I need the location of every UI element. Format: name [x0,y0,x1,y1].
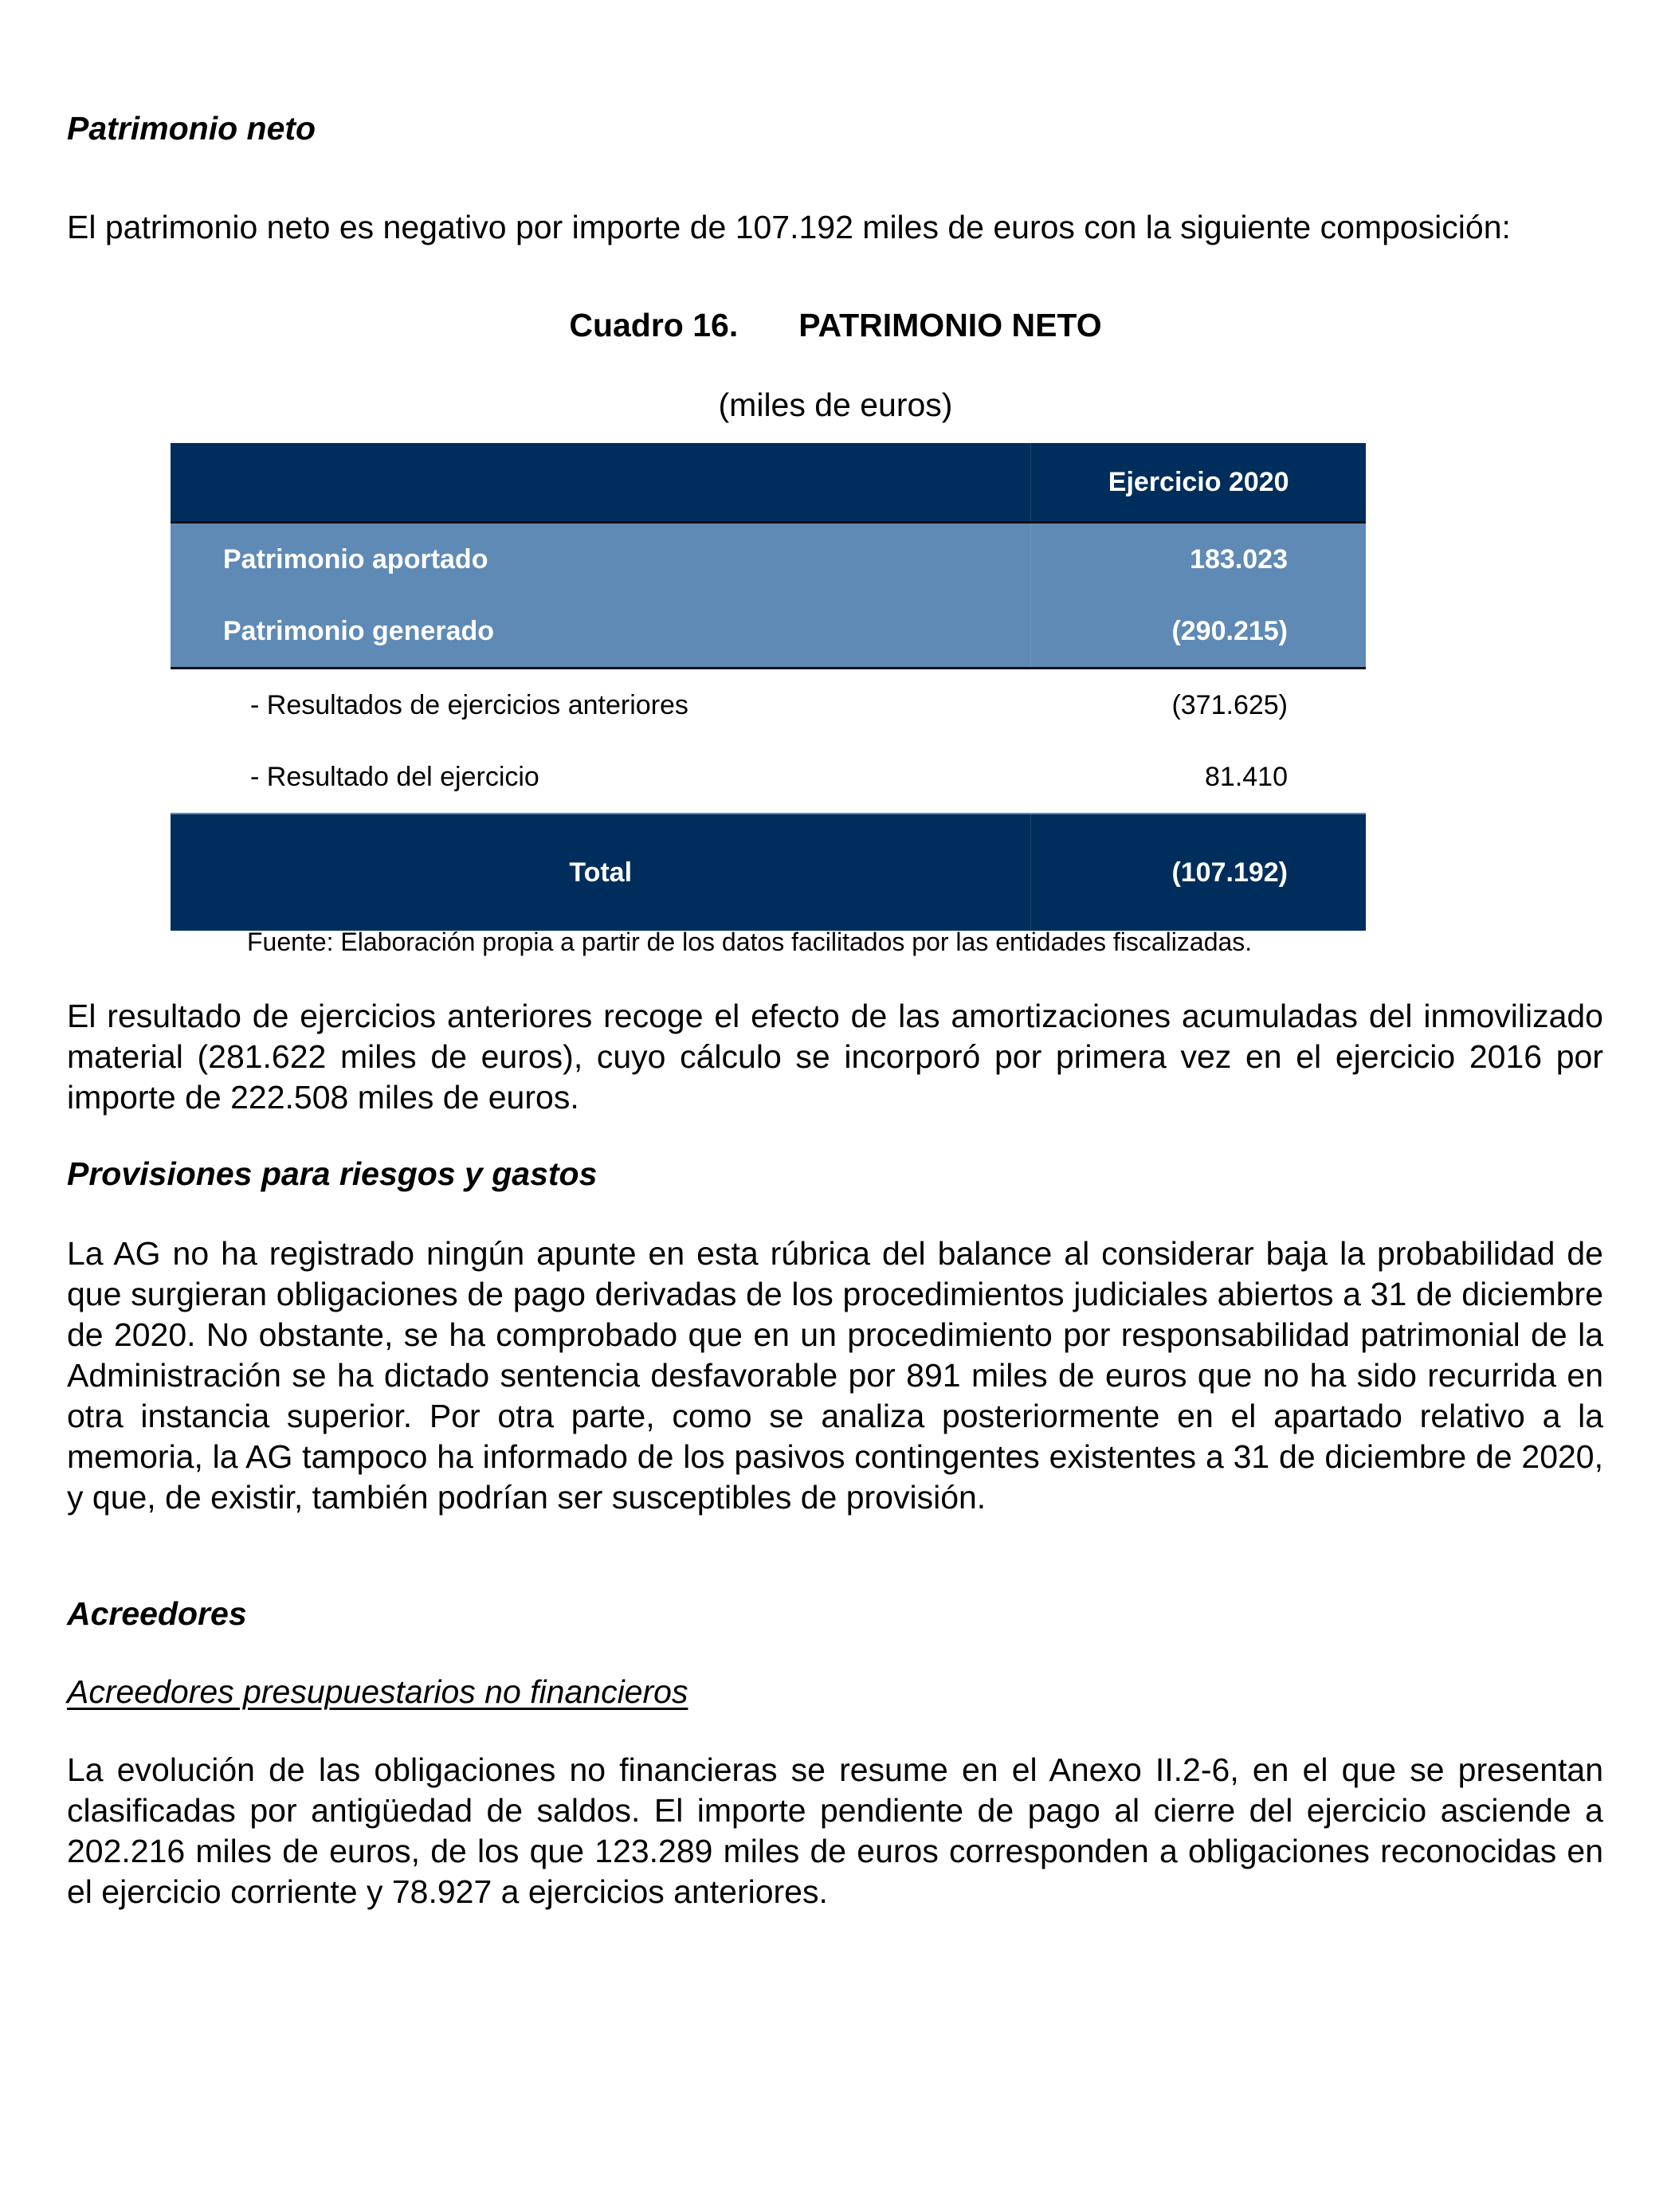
heading-provisiones: Provisiones para riesgos y gastos [67,1155,598,1192]
table-caption [0,307,1671,344]
column-header-ejercicio: Ejercicio 2020 [1031,443,1366,523]
table-number: Cuadro 16. [569,307,739,343]
table-row [171,669,1366,742]
acreedores-paragraph: La evolución de las obligaciones no financieras se resume en el Anexo II.2-6, en el que se presentan clasificadas por antigüedad de saldos. El importe pendiente de pago al cierre del ejercicio asciende a 202.216 miles de euros, de los que 123.289 miles de euros corresponden a obligaciones reconocidas en el ejercicio corriente y 78.927 a ejercicios anteriores. [67,1751,1603,1910]
row-label: Patrimonio aportado [223,543,488,575]
table-source-note: Fuente: Elaboración propia a partir de los datos facilitados por las entidades fiscalizadas. [247,928,1253,956]
row-value: 183.023 [1031,523,1366,596]
intro-paragraph: El patrimonio neto es negativo por importe de 107.192 miles de euros con la siguiente composición: [67,209,1511,245]
row-label: - Resultados de ejercicios anteriores [250,689,688,720]
heading-patrimonio-neto: Patrimonio neto [67,110,316,147]
table-header-row [171,443,1366,523]
heading-acreedores: Acreedores [67,1595,247,1632]
table-row [171,523,1366,596]
total-label: Total [171,814,1031,931]
subheading-acreedores-presupuestarios: Acreedores presupuestarios no financieros [67,1673,688,1710]
header-empty-cell [171,443,1031,523]
table-row [171,595,1366,669]
total-value: (107.192) [1031,814,1366,931]
row-value: (290.215) [1031,595,1366,669]
table-row [171,741,1366,814]
row-value: (371.625) [1171,689,1288,720]
table-total-row [171,814,1366,931]
table-unit: (miles de euros) [718,386,953,423]
resultado-paragraph: El resultado de ejercicios anteriores recoge el efecto de las amortizaciones acumuladas del inmovilizado material (281.622 miles de euros), cuyo cálculo se incorporó por primera vez en el ejercicio 2016 por importe de 222.508 miles de euros. [67,998,1603,1116]
row-label: - Resultado del ejercicio [250,761,539,792]
provisiones-paragraph: La AG no ha registrado ningún apunte en esta rúbrica del balance al considerar baja la probabilidad de que surgieran obligaciones de pago derivadas de los procedimientos judiciales abiertos a 31 de diciembre de 2020. No obstante, se ha comprobado que en un procedimiento por responsabilidad patrimonial de la Administración se ha dictado sentencia desfavorable por 891 miles de euros que no ha sido recurrida en otra instancia superior. Por otra parte, como se analiza posteriormente en el apartado relativo a la memoria, la AG tampoco ha informado de los pasivos contingentes existentes a 31 de diciembre de 2020, y que, de existir, también podrían ser susceptibles de provisión. [67,1235,1603,1516]
patrimonio-neto-table [171,443,1366,931]
row-label: Patrimonio generado [171,595,1031,669]
row-value: 81.410 [1205,761,1288,792]
table-title: PATRIMONIO NETO [798,307,1102,343]
